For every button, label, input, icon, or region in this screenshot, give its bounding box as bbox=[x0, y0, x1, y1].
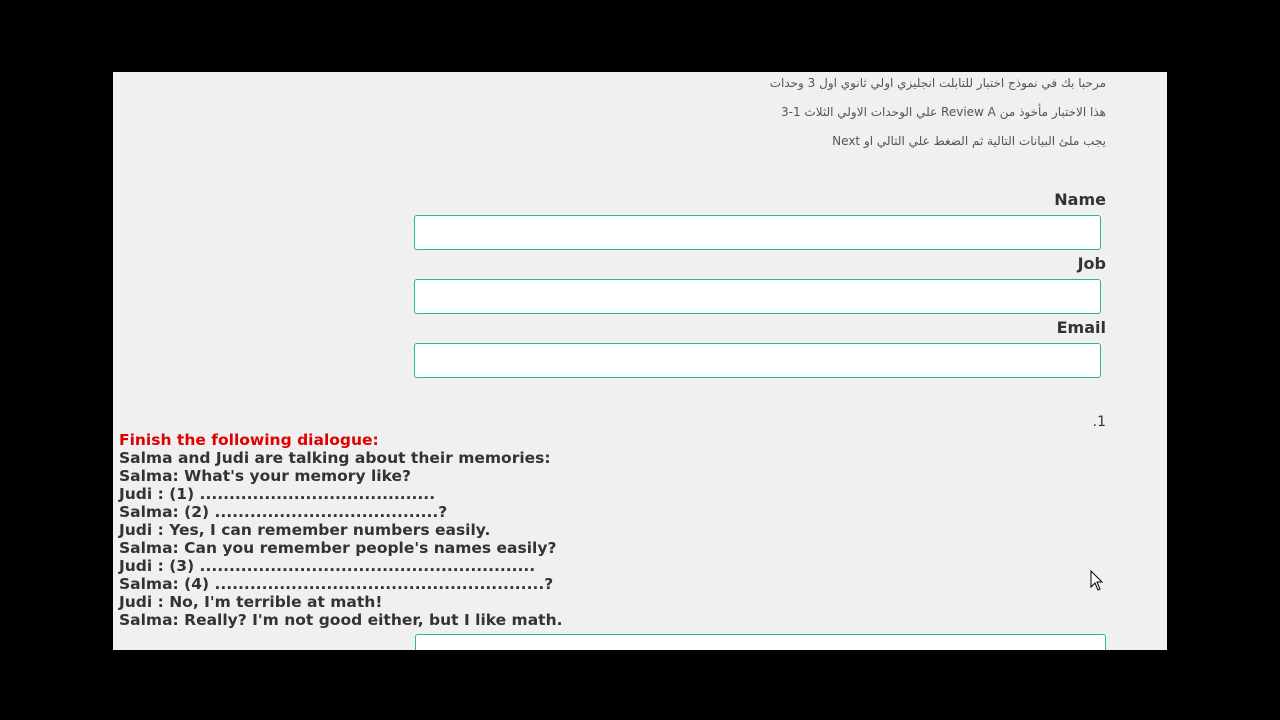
job-label: Job bbox=[1077, 254, 1106, 273]
dialogue-line: Judi : No, I'm terrible at math! bbox=[119, 593, 383, 611]
intro-instructions-text: يجب ملئ البيانات التالية ثم الضغط علي التالي او Next bbox=[832, 134, 1106, 148]
dialogue-line: Salma: Can you remember people's names easily? bbox=[119, 539, 557, 557]
job-input[interactable] bbox=[414, 279, 1101, 314]
dialogue-line: Salma: What's your memory like? bbox=[119, 467, 411, 485]
dialogue-line: Judi : Yes, I can remember numbers easily. bbox=[119, 521, 491, 539]
name-input[interactable] bbox=[414, 215, 1101, 250]
intro-welcome-text: مرحبا بك في نموذج اختبار للتابلت انجليزي اولي ثانوي اول 3 وحدات bbox=[769, 76, 1106, 90]
question-number: 1. bbox=[1092, 414, 1106, 430]
dialogue-line: Salma: (4) ........................................................? bbox=[119, 575, 554, 593]
dialogue-line: Salma: (2) ......................................? bbox=[119, 503, 448, 521]
email-label: Email bbox=[1056, 318, 1106, 337]
answer-textarea[interactable] bbox=[415, 634, 1106, 650]
name-label: Name bbox=[1054, 190, 1106, 209]
question-instruction: Finish the following dialogue: bbox=[119, 431, 379, 449]
email-input[interactable] bbox=[414, 343, 1101, 378]
quiz-page bbox=[113, 72, 1167, 650]
dialogue-line: Salma and Judi are talking about their memories: bbox=[119, 449, 551, 467]
intro-source-text: هذا الاختبار مأخوذ من Review A علي الوحدات الاولي الثلاث 1-3 bbox=[780, 105, 1106, 119]
dialogue-line: Judi : (1) ........................................ bbox=[119, 485, 436, 503]
mouse-cursor-icon bbox=[1090, 570, 1104, 592]
dialogue-line: Judi : (3) ......................................................... bbox=[119, 557, 536, 575]
dialogue-line: Salma: Really? I'm not good either, but I like math. bbox=[119, 611, 563, 629]
question-dialogue bbox=[119, 431, 563, 629]
